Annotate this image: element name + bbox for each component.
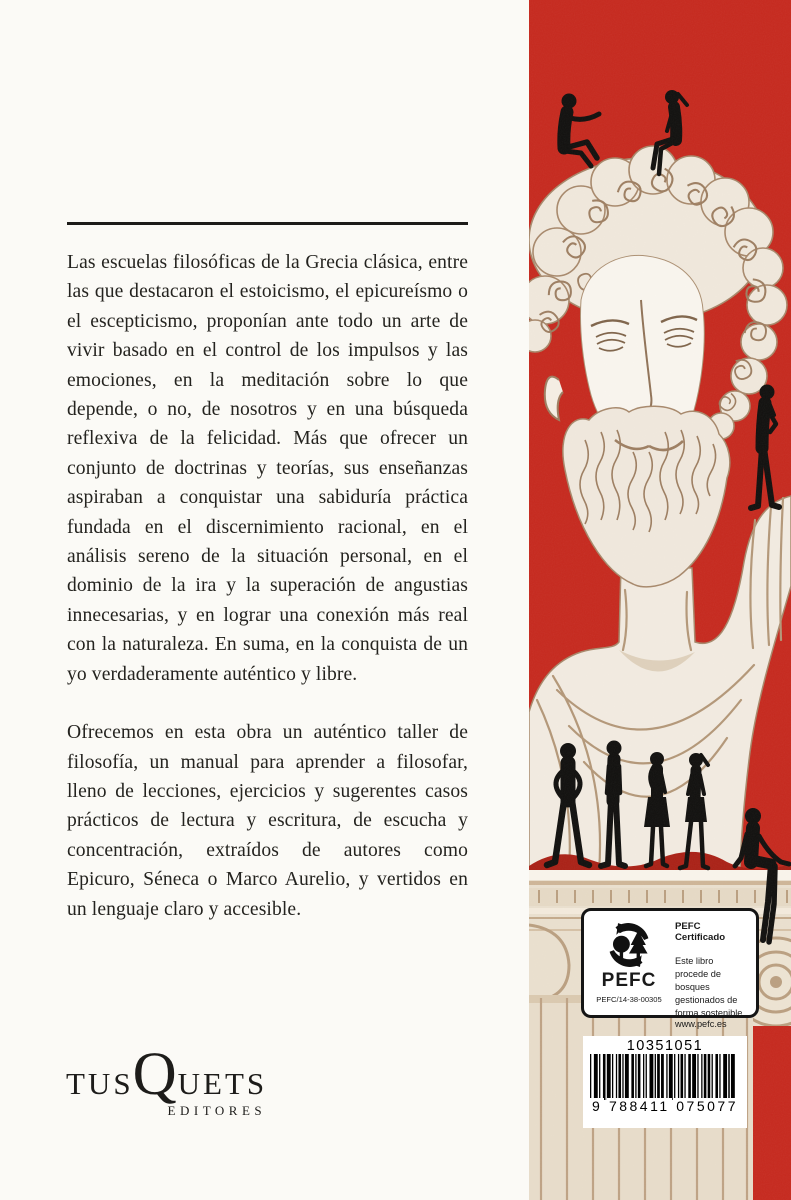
pefc-wordmark: PEFC — [601, 970, 657, 991]
wordmark-pre: TUS — [66, 1066, 134, 1101]
divider-rule — [67, 222, 468, 225]
bust-illustration — [529, 0, 791, 1200]
synopsis-paragraph: Ofrecemos en esta obra un auténtico taller de filosofía, un manual para aprender a filosofar, lleno de lecciones, ejercicios y sugerentes casos prácticos de lectura y escritura, de escucha y concentración, extraídos de autores como Epicuro, Séneca o Marco Aurelio, y vertidos en un lenguaje claro y accesible. — [67, 722, 468, 920]
barcode-top-number: 10351051 — [626, 1038, 704, 1054]
barcode-isbn-digits — [590, 1098, 740, 1114]
isbn-check-digit: 9 — [592, 1098, 603, 1114]
isbn-group-2: 075077 — [676, 1098, 738, 1114]
publisher-logo — [66, 1041, 268, 1119]
pefc-description: Este libro procede de bosques gestionados de forma sostenible — [675, 956, 743, 1018]
publisher-wordmark: TUS Q UETS — [66, 1041, 268, 1108]
pefc-heading: PEFC Certificado — [675, 921, 726, 943]
isbn-group-1: 788411 — [608, 1098, 670, 1114]
barcode — [583, 1036, 747, 1128]
pefc-license-code: PEFC/14-38-00305 — [596, 995, 662, 1004]
pefc-website: www.pefc.es — [675, 1019, 727, 1030]
pefc-certificate-label — [581, 908, 759, 1030]
synopsis-paragraph: Las escuelas filosóficas de la Grecia clásica, entre las que destacaron el estoicismo, el epicureísmo o el escepticismo, proponían ante todo un arte de vivir basado en el control de los impulsos y las emociones, en la meditación sobre lo que depende, o no, de nosotros y en una búsqueda reflexiva de la felicidad. Más que ofrecer un conjunto de doctrinas y teorías, sus enseñanzas aspiraban a conquistar una sabiduría práctica fundada en el discernimiento racional, en el análisis sereno de la situación personal, en el dominio de la ira y la superación de angustias innecesarias, y en lograr una conexión más real con la naturaleza. En suma, en la conquista de un yo verdaderamente auténtico y libre. — [67, 252, 468, 685]
wordmark-post: UETS — [177, 1066, 268, 1101]
paper-grain-texture — [529, 0, 791, 1200]
publisher-tagline: EDITORES — [167, 1103, 267, 1118]
pefc-logo-icon — [602, 918, 656, 972]
back-cover-text — [67, 222, 468, 924]
